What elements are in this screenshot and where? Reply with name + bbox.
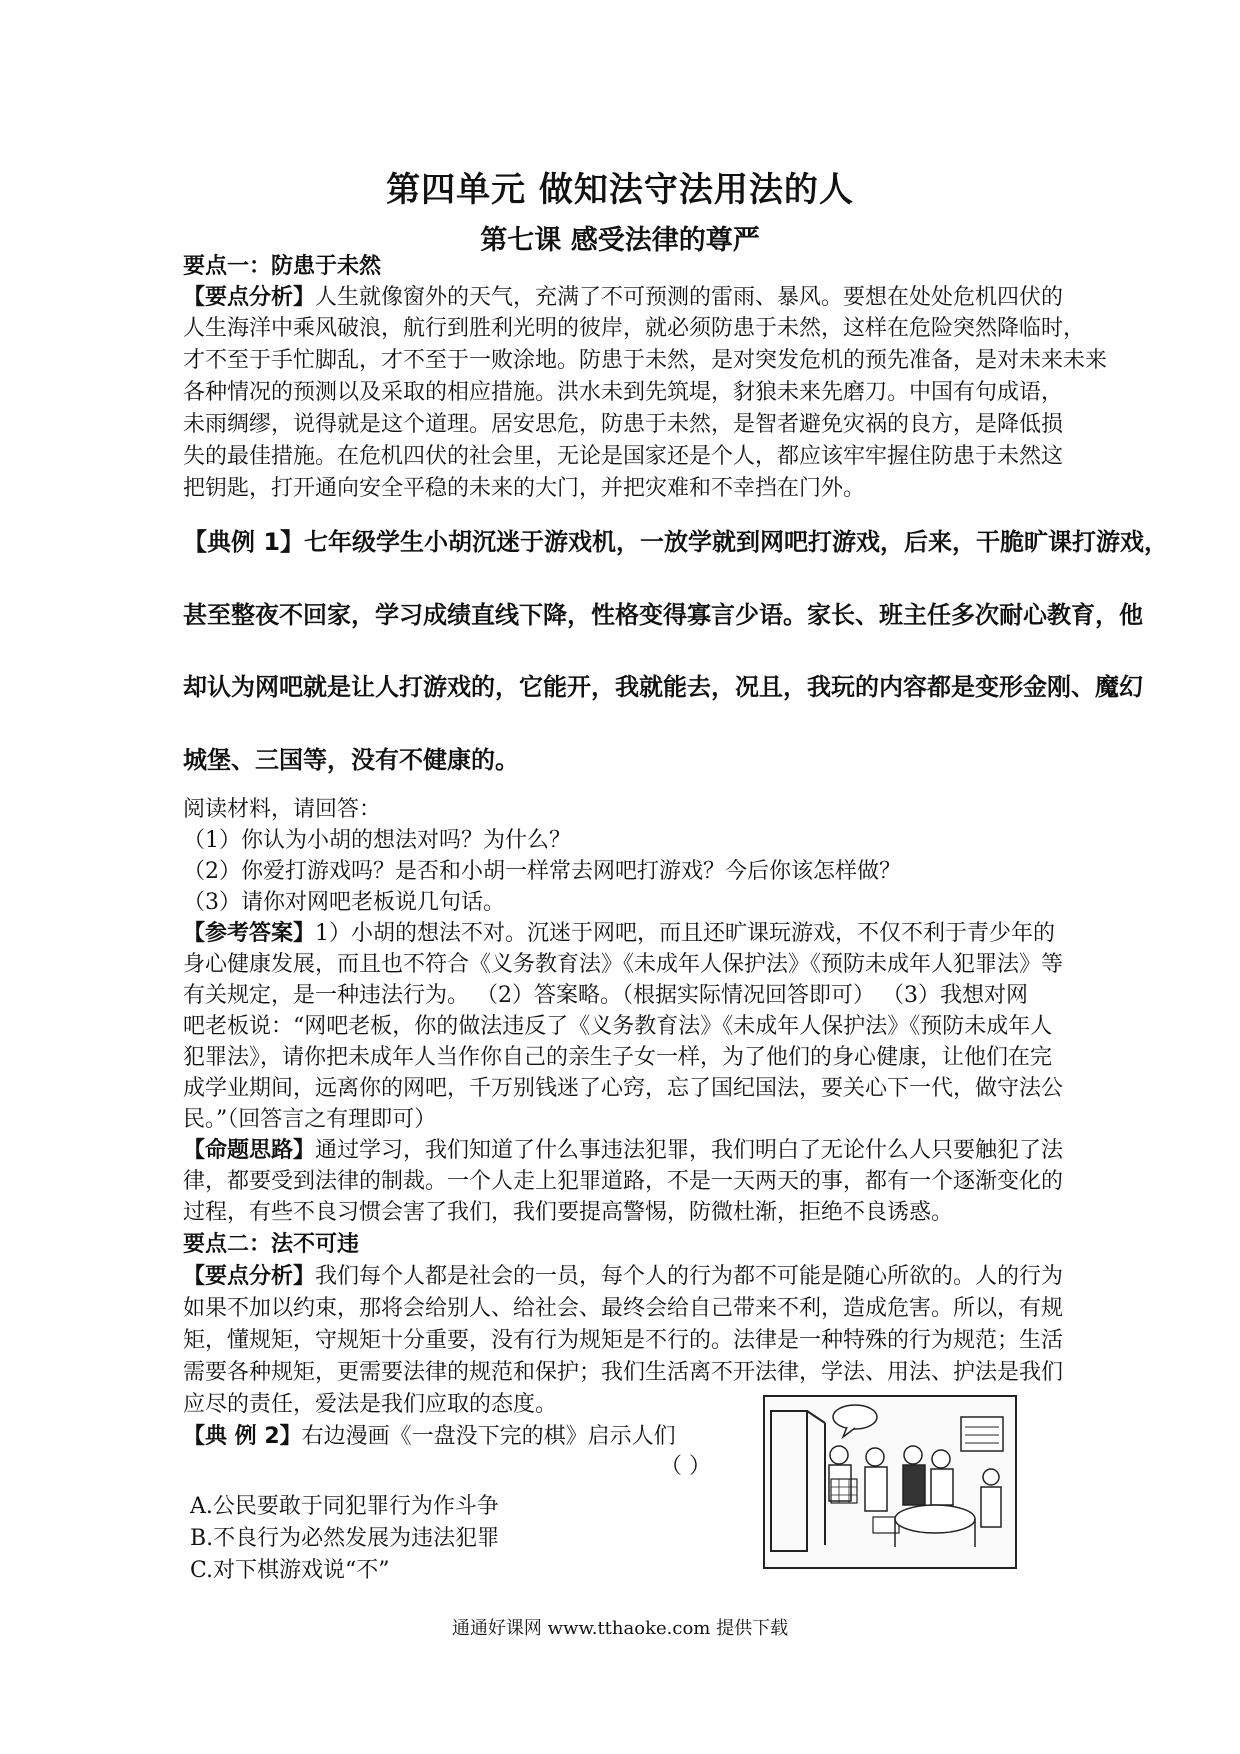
analysis-line: 矩，懂规矩，守规矩十分重要，没有行为规矩是不行的。法律是一种特殊的行为规范；生活 <box>183 1328 1064 1353</box>
question-3: （3）请你对网吧老板说几句话。 <box>183 890 505 915</box>
footer-text: 通通好课网 www.tthaoke.com 提供下载 <box>451 1618 789 1639</box>
example-1-line: 甚至整夜不回家，学习成绩直线下降，性格变得寡言少语。家长、班主任多次耐心教育，他 <box>183 601 1143 629</box>
analysis-label: 【要点分析】 <box>183 1264 316 1289</box>
question-2: （2）你爱打游戏吗？是否和小胡一样常去网吧打游戏？今后你该怎样做？ <box>183 859 901 884</box>
read-prompt: 阅读材料，请回答： <box>183 797 382 822</box>
analysis-line: 【要点分析】我们每个人都是社会的一员，每个人的行为都不可能是随心所欲的。人的行为 <box>183 1264 1064 1289</box>
example-1-line: 却认为网吧就是让人打游戏的，它能开，我就能去，况且，我玩的内容都是变形金刚、魔幻 <box>183 673 1143 701</box>
analysis-line: 失的最佳措施。在危机四伏的社会里，无论是国家还是个人，都应该牢牢握住防患于未然这 <box>183 444 1064 469</box>
answer-line: 【参考答案】1）小胡的想法不对。沉迷于网吧，而且还旷课玩游戏，不仅不利于青少年的 <box>183 921 1056 946</box>
answer-line: 吧老板说：“网吧老板，你的做法违反了《义务教育法》《未成年人保护法》《预防未成年人 <box>183 1014 1053 1039</box>
option-c: C.对下棋游戏说“不” <box>190 1558 390 1583</box>
thinking-label: 【命题思路】 <box>183 1138 316 1163</box>
lesson-title: 第七课 感受法律的尊严 <box>480 225 760 256</box>
answer-line: 犯罪法》，请你把未成年人当作你自己的亲生子女一样，为了他们的身心健康，让他们在完 <box>183 1045 1053 1070</box>
example-2-label: 【典 例 2】 <box>183 1424 302 1449</box>
answer-line: 民。”（回答言之有理即可） <box>183 1107 437 1132</box>
analysis-line: 人生海洋中乘风破浪，航行到胜利光明的彼岸，就必须防患于未然，这样在危险突然降临时， <box>183 316 1086 341</box>
cartoon-illustration <box>763 1395 1017 1569</box>
example-1-line: 城堡、三国等，没有不健康的。 <box>183 746 519 774</box>
option-a: A.公民要敢于同犯罪行为作斗争 <box>190 1494 499 1519</box>
answer-line: 身心健康发展，而且也不符合《义务教育法》《未成年人保护法》《预防未成年人犯罪法》等 <box>183 952 1064 977</box>
analysis-line: 才不至于手忙脚乱，才不至于一败涂地。防患于未然，是对突发危机的预先准备，是对未来未来 <box>183 348 1108 373</box>
question-1: （1）你认为小胡的想法对吗？为什么？ <box>183 828 571 853</box>
analysis-line: 【要点分析】人生就像窗外的天气，充满了不可预测的雷雨、暴风。要想在处处危机四伏的 <box>183 285 1064 310</box>
analysis-line: 各种情况的预测以及采取的相应措施。洪水未到先筑堤，豺狼未来先磨刀。中国有句成语， <box>183 380 1064 405</box>
analysis-line: 如果不加以约束，那将会给别人、给社会、最终会给自己带来不利，造成危害。所以，有规 <box>183 1296 1064 1321</box>
cartoon-drawing <box>765 1397 1015 1567</box>
analysis-label: 【要点分析】 <box>183 285 316 310</box>
analysis-line: 未雨绸缪，说得就是这个道理。居安思危，防患于未然，是智者避免灾祸的良方，是降低损 <box>183 412 1064 437</box>
key-point-1-heading: 要点一：防患于未然 <box>183 254 382 279</box>
option-b: B.不良行为必然发展为违法犯罪 <box>190 1526 500 1551</box>
answer-line: 成学业期间，远离你的网吧，千万别钱迷了心窍，忘了国纪国法，要关心下一代，做守法公 <box>183 1076 1064 1101</box>
answer-blank: （ ） <box>660 1454 711 1479</box>
example-2-line: 【典 例 2】右边漫画《一盘没下完的棋》启示人们 <box>183 1424 676 1449</box>
answer-label: 【参考答案】 <box>183 921 316 946</box>
key-point-2-heading: 要点二：法不可违 <box>183 1232 360 1257</box>
unit-title: 第四单元 做知法守法用法的人 <box>386 170 854 210</box>
answer-line: 有关规定，是一种违法行为。 （2）答案略。（根据实际情况回答即可） （3）我想对网 <box>183 983 1028 1008</box>
analysis-line: 把钥匙，打开通向安全平稳的未来的大门，并把灾难和不幸挡在门外。 <box>183 476 866 501</box>
analysis-line: 需要各种规矩，更需要法律的规范和保护；我们生活离不开法律，学法、用法、护法是我们 <box>183 1360 1064 1385</box>
analysis-line: 应尽的责任，爱法是我们应取的态度。 <box>183 1392 558 1417</box>
thinking-line: 【命题思路】通过学习，我们知道了什么事违法犯罪，我们明白了无论什么人只要触犯了法 <box>183 1138 1064 1163</box>
thinking-line: 过程，有些不良习惯会害了我们，我们要提高警惕，防微杜渐，拒绝不良诱惑。 <box>183 1200 954 1225</box>
example-1-line: 【典例 1】七年级学生小胡沉迷于游戏机，一放学就到网吧打游戏，后来，干脆旷课打游戏， <box>183 528 1169 556</box>
thinking-line: 律，都要受到法律的制裁。一个人走上犯罪道路，不是一天两天的事，都有一个逐渐变化的 <box>183 1169 1064 1194</box>
